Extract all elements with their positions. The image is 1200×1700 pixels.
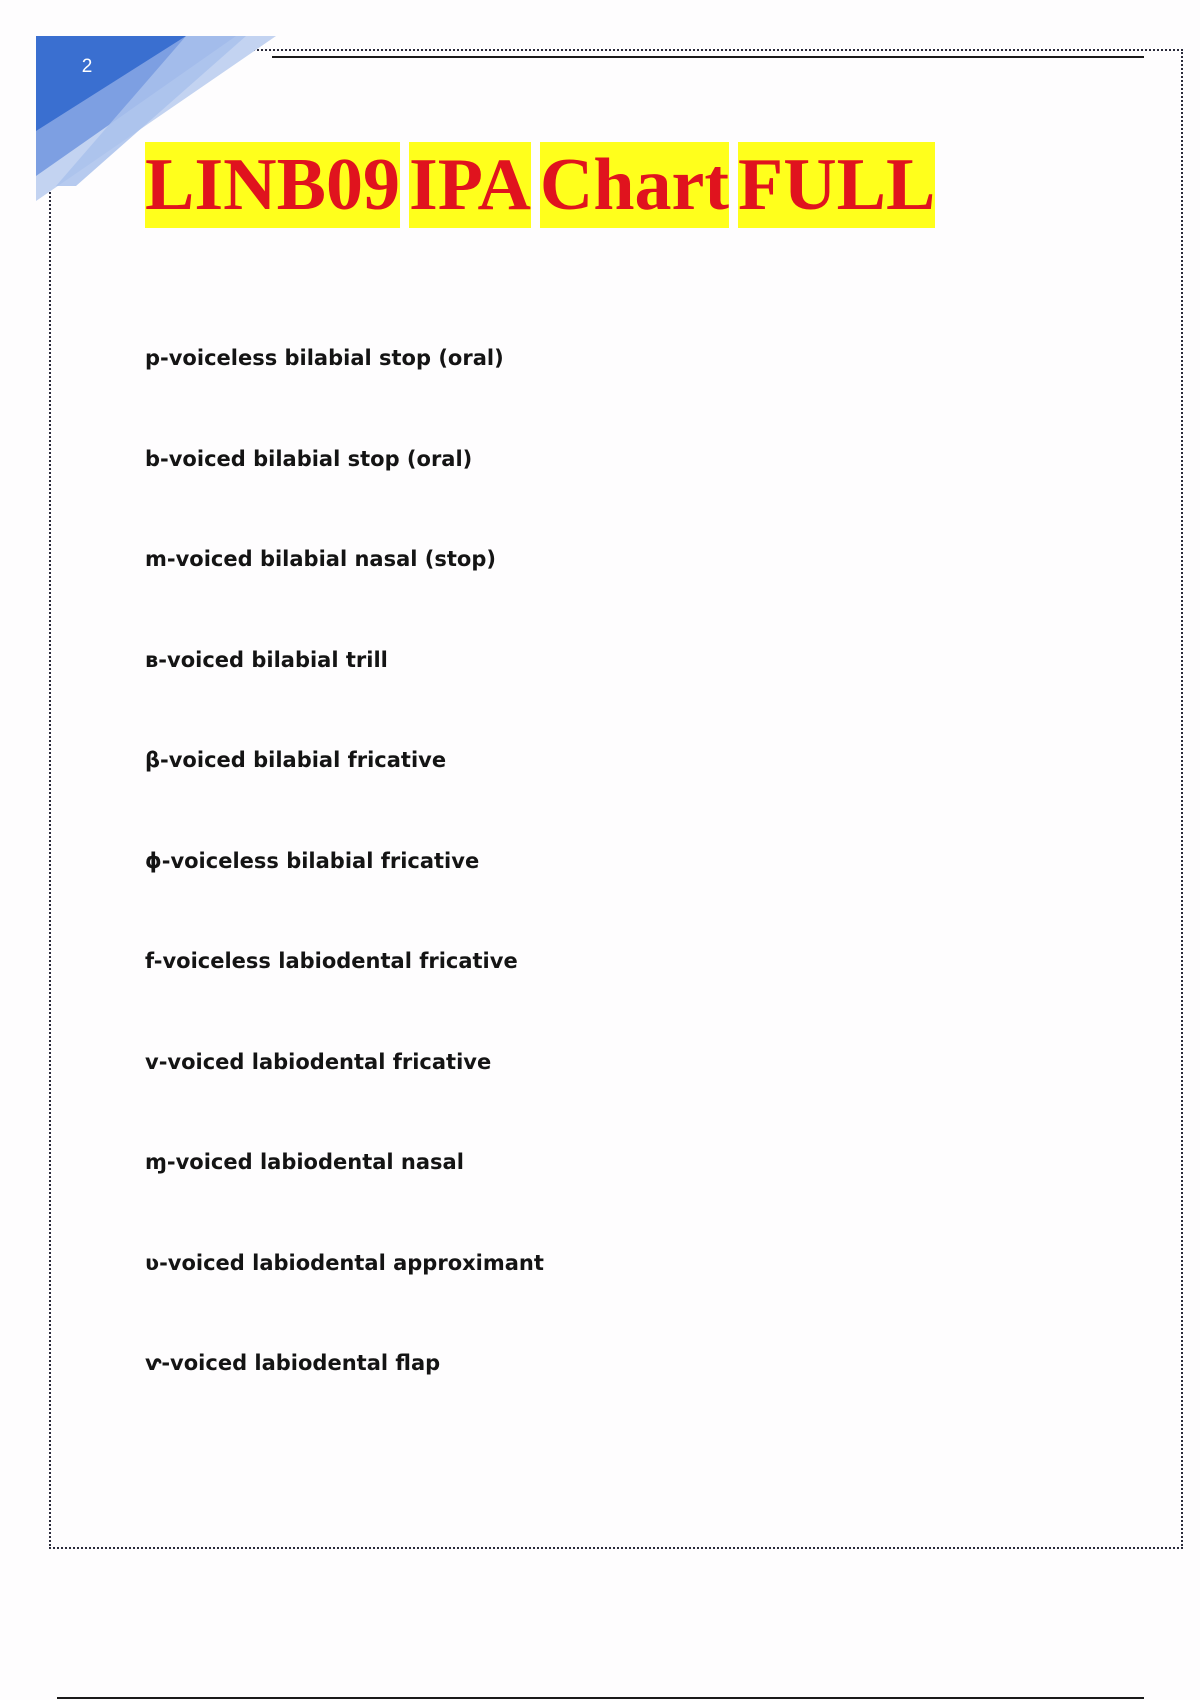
ipa-entry: ⱱ-voiced labiodental flap xyxy=(145,1351,441,1375)
title-word: FULL xyxy=(738,144,936,226)
ipa-entry: β-voiced bilabial fricative xyxy=(145,748,447,772)
document-title xyxy=(145,142,935,228)
ipa-entry: b-voiced bilabial stop (oral) xyxy=(145,446,473,471)
ipa-entry: ɸ-voiceless bilabial fricative xyxy=(145,848,480,873)
ipa-entry: m-voiced bilabial nasal (stop) xyxy=(145,547,496,571)
title-word: IPA xyxy=(408,144,531,226)
footer-rule xyxy=(57,1697,1144,1699)
ipa-entry: ɱ-voiced labiodental nasal xyxy=(145,1150,464,1174)
ipa-entry: f-voiceless labiodental fricative xyxy=(145,949,518,973)
ipa-entry: ʙ-voiced bilabial trill xyxy=(145,647,388,672)
title-word: Chart xyxy=(539,144,729,226)
page-number: 2 xyxy=(81,56,93,77)
ipa-entry-list xyxy=(145,341,544,1447)
ipa-entry: p-voiceless bilabial stop (oral) xyxy=(145,346,504,370)
ipa-entry: ʋ-voiced labiodental approximant xyxy=(145,1250,544,1275)
title-word: LINB09 xyxy=(145,144,400,226)
header-rule xyxy=(272,56,1144,58)
ipa-entry: v-voiced labiodental fricative xyxy=(145,1049,492,1074)
